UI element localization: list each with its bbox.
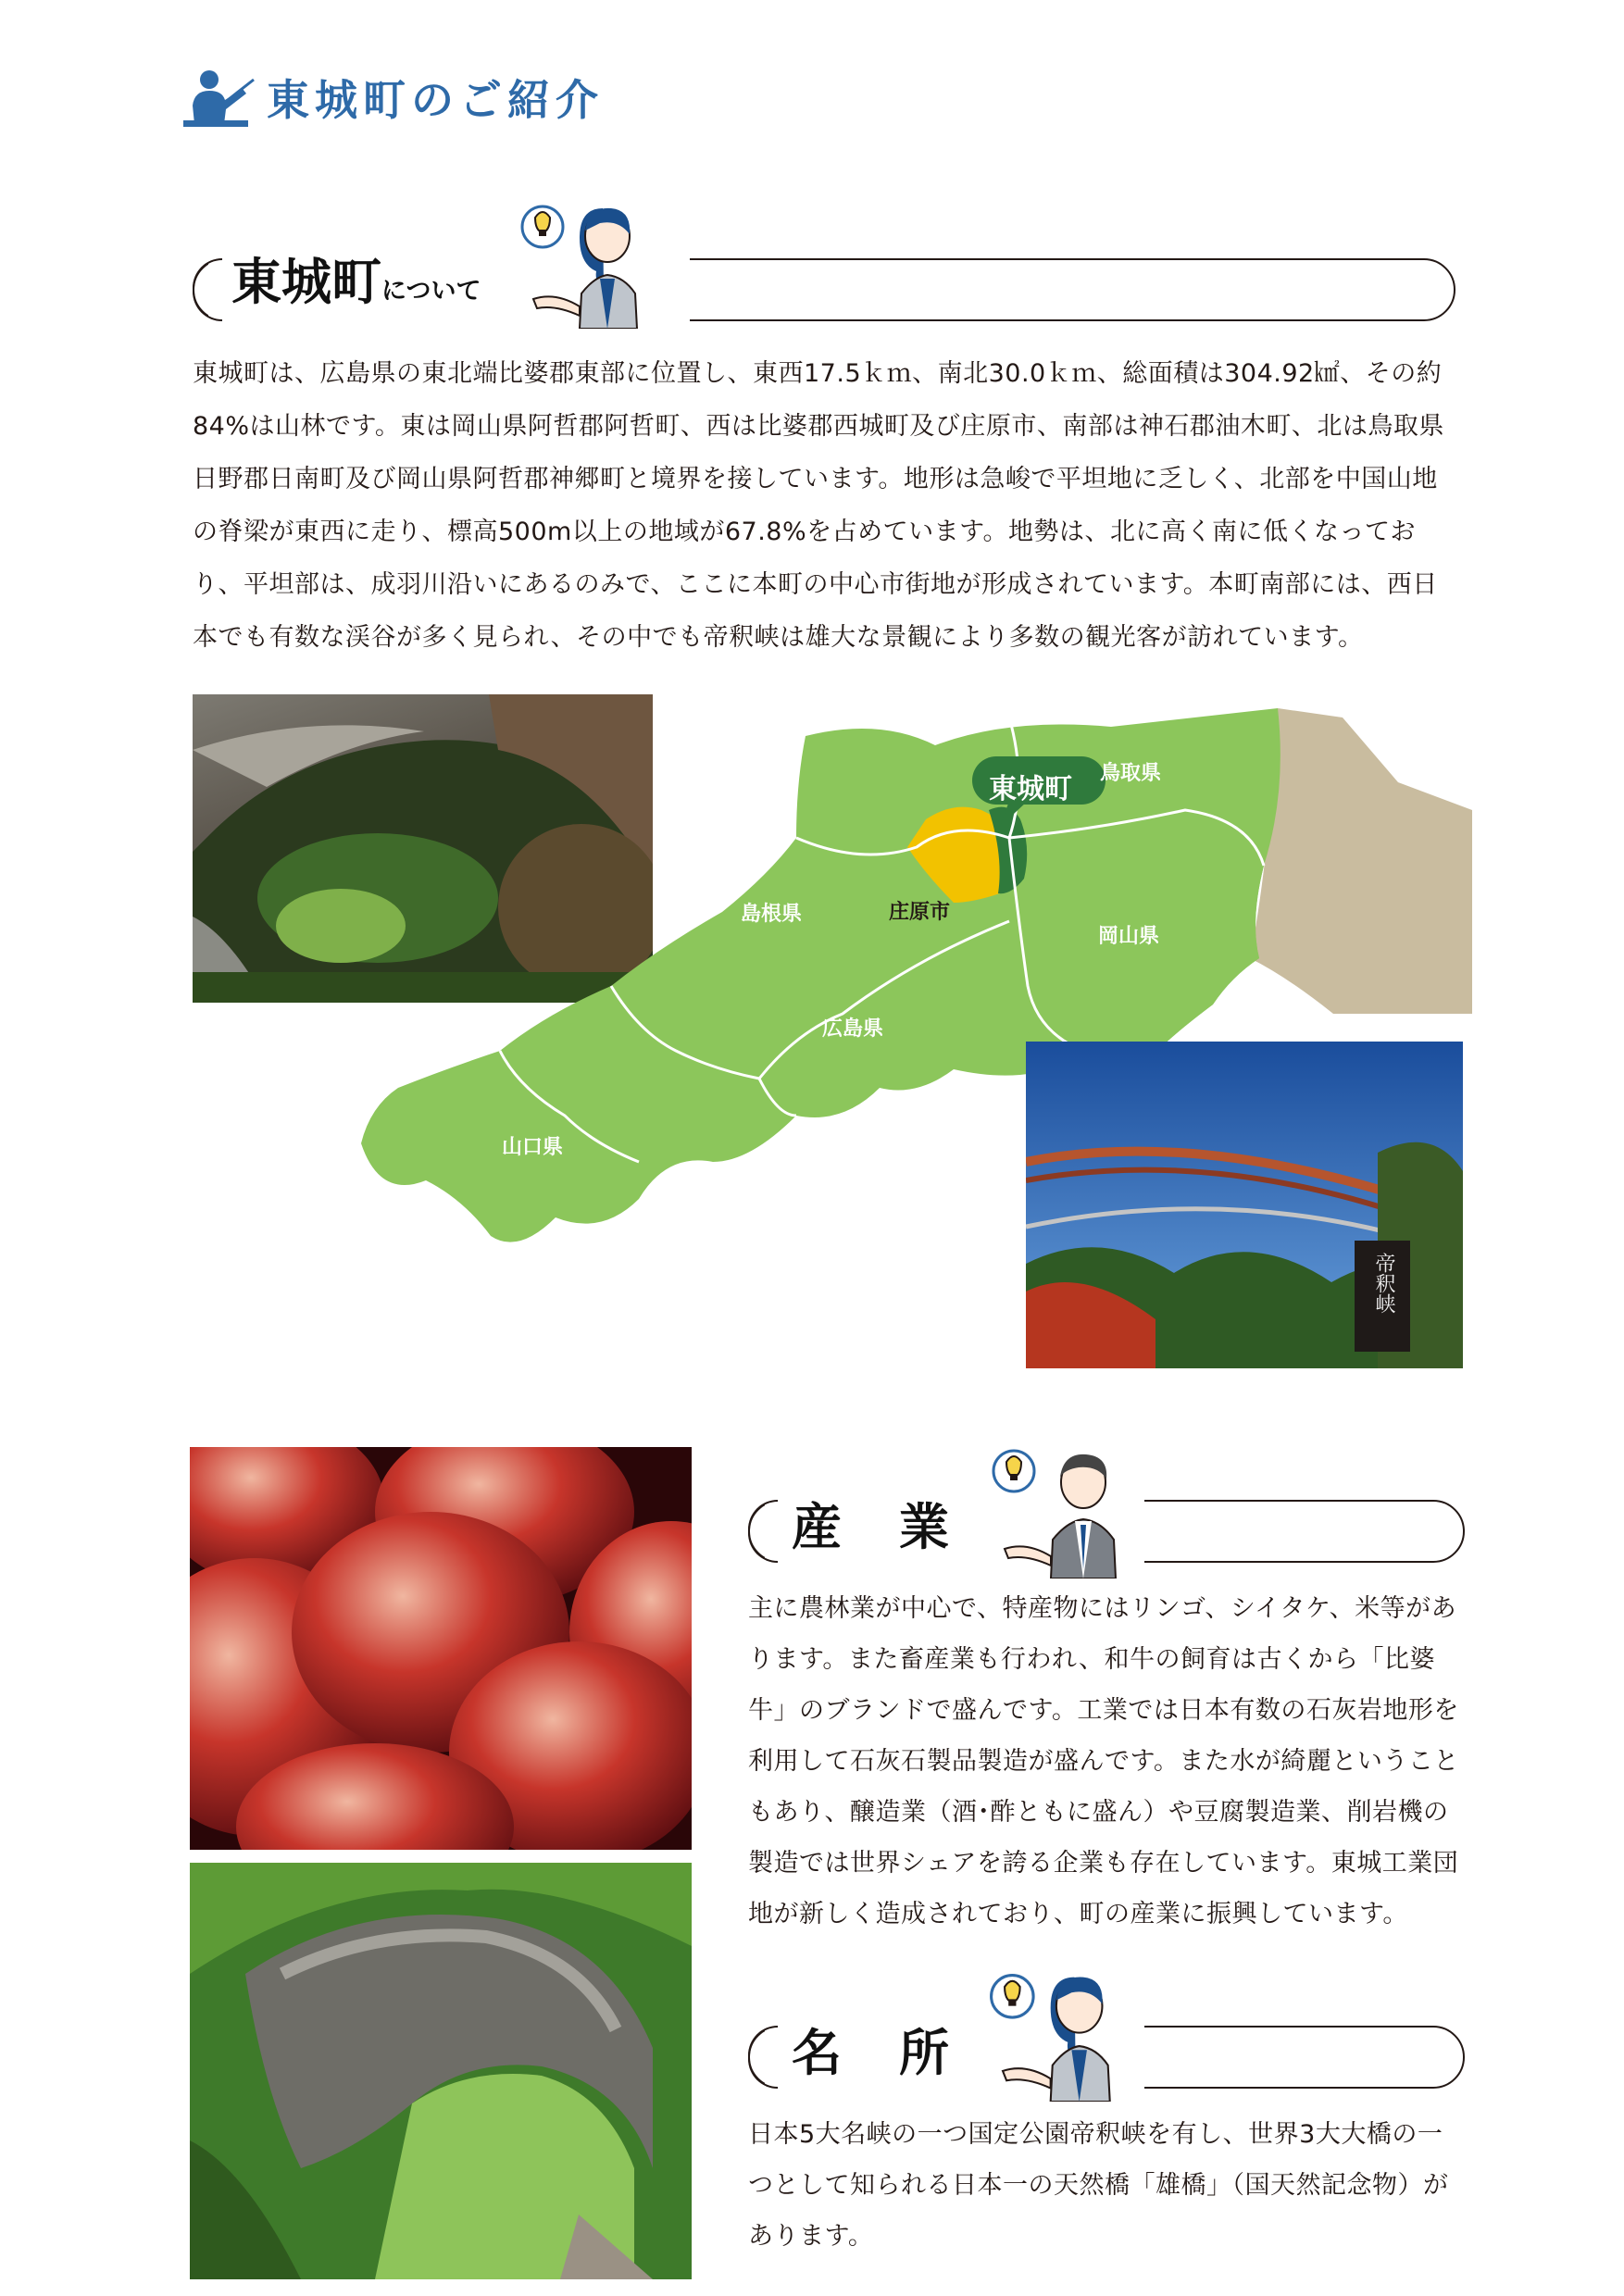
sights-body: 日本5大名峡の一つ国定公園帝釈峡を有し、世界3大大橋の一つとして知られる日本一の天然橋「雄橋」（国天然記念物）があります。 <box>748 2120 1449 2251</box>
map-label-hiroshima: 広島県 <box>822 1017 884 1041</box>
page-title: 東城町のご紹介 <box>267 75 604 125</box>
about-body: 東城町は、広島県の東北端比婆郡東部に位置し、東西17.5ｋｍ、南北30.0ｋｍ、総面積は304.92㎢、その約84%は山林です。東は岡山県阿哲郡阿哲町、西は比婆郡西城町及び庄原市、南部は神石郡油木町、北は鳥取県日野郡日南町及び岡山県阿哲郡神郷町と境界を接しています。地形は急峻で平坦地に乏しく、北部を中国山地の脊梁が東西に走り、標高500m以上の地域が67.8%を占めています。地勢は、北に高く南に低くなっており、平坦部は、成羽川沿いにあるのみで、ここに本町の中心市街地が形成されています。本町南部には、西日本でも有数な渓谷が多く見られ、その中でも帝釈峡は雄大な景観により多数の観光客が訪れています。 <box>193 359 1444 652</box>
sights-heading-cap <box>748 2026 778 2089</box>
map-label-shimane: 島根県 <box>741 903 803 926</box>
apples-photo <box>190 1447 692 1850</box>
sights-heading-char-1: 名 <box>792 2024 842 2082</box>
natural-bridge-photo <box>190 1863 692 2279</box>
industry-heading-char-2: 業 <box>899 1498 949 1556</box>
about-heading-cap <box>193 258 222 321</box>
industry-body: 主に農林業が中心で、特産物にはリンゴ、シイタケ、米等があります。また畜産業も行われ、和牛の飼育は古くから「比婆牛」のブランドで盛んです。工業では日本有数の石灰岩地形を利用して石灰石製品製造が盛んです。また水が綺麗ということもあり、醸造業（酒･酢ともに盛ん）や豆腐製造業、削岩機の製造では世界シェアを誇る企業も存在しています。東城工業団地が新しく造成されており、町の産業に振興しています。 <box>748 1594 1459 1928</box>
sights-heading <box>792 2014 949 2085</box>
page-header <box>181 65 830 139</box>
about-heading <box>231 243 481 314</box>
bridge-photo <box>1026 1042 1463 1368</box>
map-label-tottori: 鳥取県 <box>1100 762 1162 785</box>
guide-man-icon <box>986 1440 1139 1578</box>
about-heading-main: 東城町 <box>231 253 381 311</box>
guide-woman-icon <box>515 190 663 329</box>
signboard-text: 帝釈峡 <box>1372 1253 1395 1314</box>
presenter-icon <box>181 69 257 133</box>
industry-heading-char-1: 産 <box>792 1498 842 1556</box>
industry-heading <box>792 1488 949 1559</box>
map-callout-label: 東城町 <box>989 773 1072 805</box>
other-prefecture-region <box>1250 708 1472 1014</box>
map-label-yamaguchi: 山口県 <box>502 1136 564 1159</box>
map-label-okayama: 岡山県 <box>1098 925 1160 948</box>
industry-heading-cap <box>748 1500 778 1563</box>
map-label-shobara: 庄原市 <box>889 901 951 924</box>
sights-heading-char-2: 所 <box>899 2024 949 2082</box>
guide-woman-icon-2 <box>981 1958 1139 2102</box>
about-heading-suffix: について <box>381 277 481 306</box>
